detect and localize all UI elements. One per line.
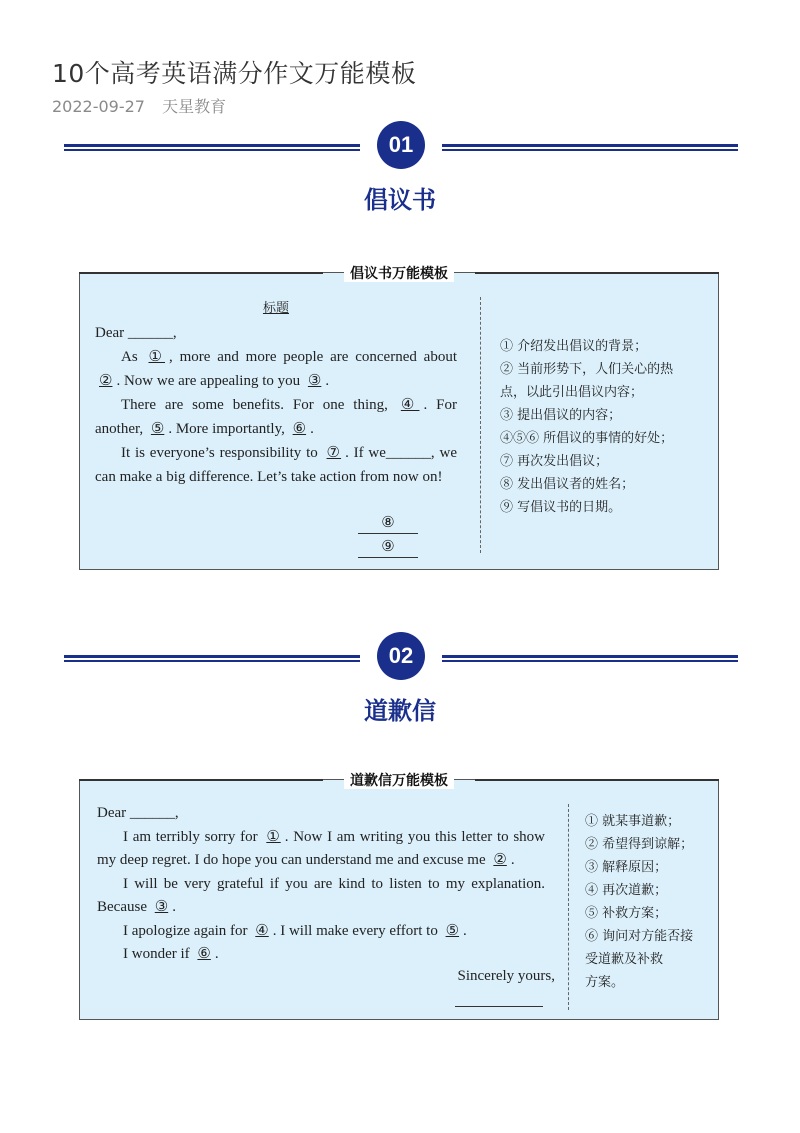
- template-box-apology: [79, 773, 719, 1020]
- divider-line: [64, 655, 360, 662]
- section-header-02: [64, 632, 738, 692]
- box-label-text: 倡议书万能模板: [344, 266, 454, 282]
- letter-paragraph: There are some benefits. For one thing, ④ . For another, ⑤ . More importantly, ⑥ .: [95, 397, 457, 437]
- dashed-divider: [480, 297, 481, 553]
- dashed-divider: [568, 804, 569, 1010]
- divider-line: [442, 655, 738, 662]
- article-title: 10个高考英语满分作文万能模板: [52, 59, 417, 88]
- letter-paragraph: I will be very grateful if you are kind to listen to my explanation. Because ③ .: [97, 875, 545, 915]
- note-item: ③ 解释原因；: [585, 860, 668, 875]
- signature-blank: [455, 1006, 543, 1007]
- letter-salutation: Dear ______,: [95, 325, 177, 341]
- divider-line: [64, 144, 360, 151]
- article-meta: [52, 94, 238, 117]
- note-item: ③ 提出倡议的内容；: [500, 408, 622, 423]
- letter-closing: Sincerely yours,: [457, 968, 555, 984]
- section-header-01: [64, 121, 738, 181]
- section-heading-02: 道歉信: [364, 697, 436, 725]
- letter-template: [95, 297, 457, 489]
- divider-line: [442, 144, 738, 151]
- template-box-label: [80, 770, 718, 790]
- note-item: ① 就某事道歉；: [585, 814, 681, 829]
- template-notes: [500, 335, 673, 519]
- box-label-text: 道歉信万能模板: [344, 773, 454, 789]
- note-item: ⑤ 补救方案；: [585, 906, 668, 921]
- template-box-proposal: [79, 266, 719, 570]
- note-item: ④⑤⑥ 所倡议的事情的好处；: [500, 431, 674, 446]
- section-number-badge: 01: [377, 121, 425, 169]
- letter-template: [97, 802, 545, 967]
- letter-paragraph: As ① , more and more people are concerned about ② . Now we are appealing to you ③ .: [99, 349, 457, 389]
- article-author[interactable]: 天星教育: [162, 97, 227, 116]
- letter-salutation: Dear ______,: [97, 805, 179, 821]
- note-item: 方案。: [585, 975, 625, 990]
- template-notes: [585, 810, 693, 994]
- letter-paragraph: I wonder if ⑥ .: [123, 946, 219, 962]
- template-box-label: [80, 263, 718, 283]
- letter-paragraph: I am terribly sorry for ① . Now I am writing you this letter to show my deep regret. I do hope you can understand me and excuse me ② .: [97, 828, 545, 868]
- note-item: ⑧ 发出倡议者的姓名；: [500, 477, 635, 492]
- signature-blank: ⑧: [358, 513, 418, 534]
- note-item: ⑦ 再次发出倡议；: [500, 454, 609, 469]
- date-blank: ⑨: [358, 537, 418, 558]
- section-number-badge: 02: [377, 632, 425, 680]
- note-item: ② 希望得到谅解；: [585, 837, 694, 852]
- note-item: ⑨ 写倡议书的日期。: [500, 500, 622, 515]
- letter-paragraph: It is everyone’s responsibility to ⑦ . If we______, we can make a big difference. Let’s take action from now on!: [95, 445, 457, 485]
- section-heading-01: 倡议书: [364, 186, 436, 214]
- note-item: 受道歉及补救: [585, 952, 664, 967]
- note-item: 点，以此引出倡议内容；: [500, 385, 644, 400]
- note-item: ④ 再次道歉；: [585, 883, 668, 898]
- letter-subject: 标题: [262, 301, 289, 316]
- letter-paragraph: I apologize again for ④ . I will make every effort to ⑤ .: [123, 922, 467, 939]
- note-item: ⑥ 询问对方能否接: [585, 929, 694, 944]
- note-item: ② 当前形势下，人们关心的热: [500, 362, 674, 377]
- note-item: ① 介绍发出倡议的背景；: [500, 339, 648, 354]
- article-date: 2022-09-27: [52, 97, 145, 116]
